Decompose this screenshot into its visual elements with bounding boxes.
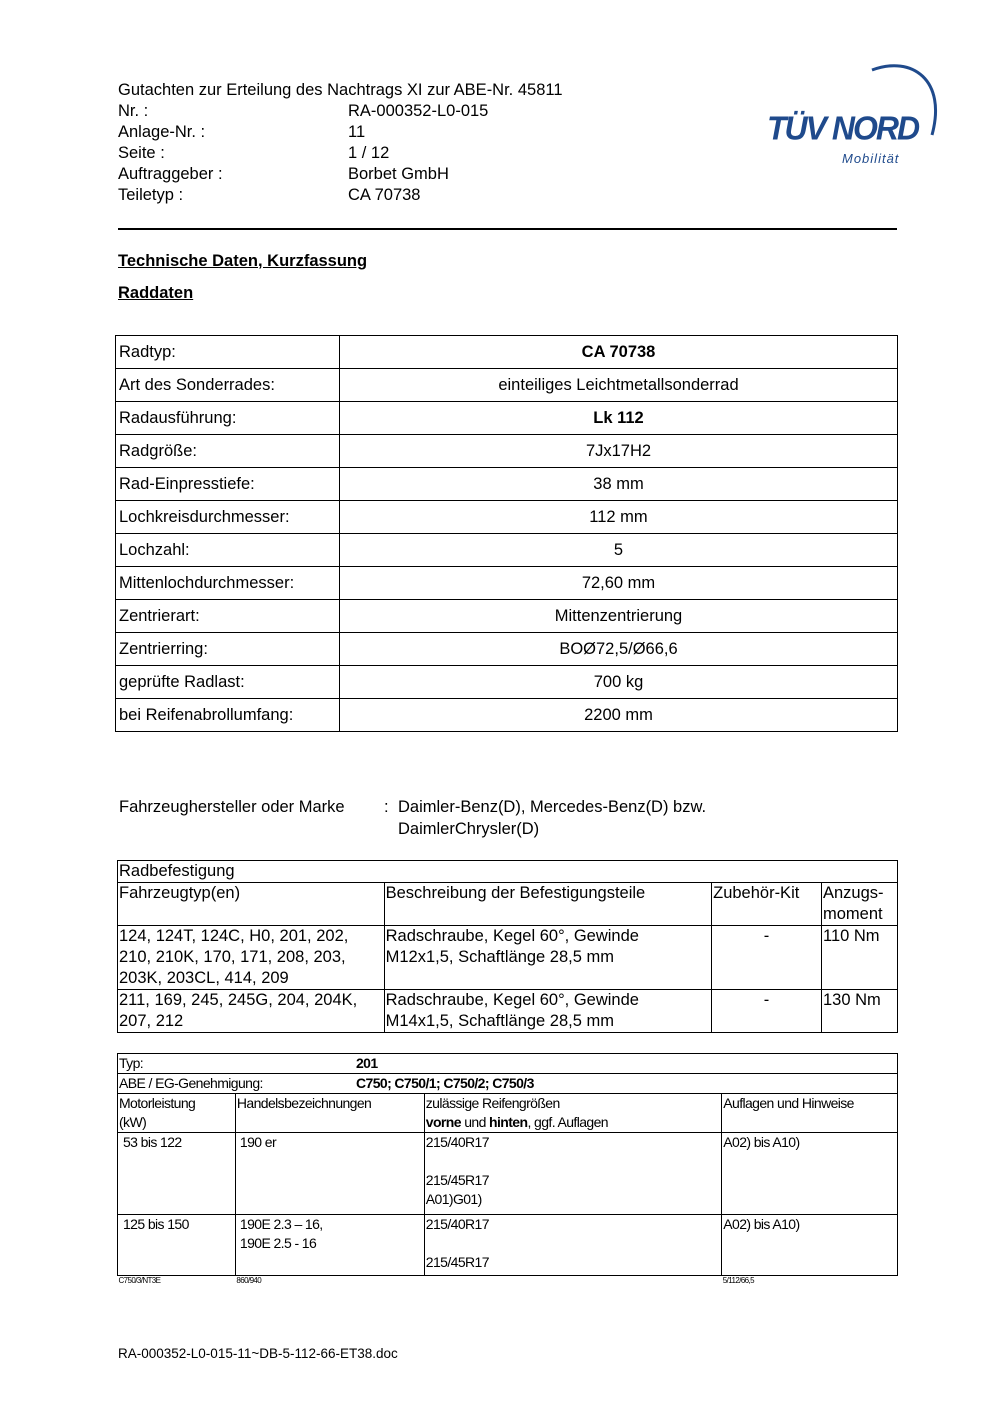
- table-title: Radbefestigung: [118, 861, 898, 883]
- row-label: Radausführung:: [116, 402, 340, 435]
- column-header: Fahrzeugtyp(en): [118, 883, 385, 926]
- abe-cell: [118, 1074, 898, 1094]
- row-value: Lk 112: [340, 402, 898, 435]
- column-header: Zubehör-Kit: [712, 883, 822, 926]
- torque: 130 Nm: [822, 990, 898, 1033]
- document-title: Gutachten zur Erteilung des Nachtrags XI zur ABE-Nr. 45811: [118, 81, 563, 99]
- row-label: Rad-Einpresstiefe:: [116, 468, 340, 501]
- typ-footer-row: [118, 1276, 898, 1289]
- row-label: Zentrierart:: [116, 600, 340, 633]
- row-value: 72,60 mm: [340, 567, 898, 600]
- subsection-title: Raddaten: [118, 284, 194, 302]
- typ-label: Typ:: [119, 1055, 144, 1071]
- typ-footer-weight: 860/940: [236, 1276, 262, 1285]
- row-label: Lochzahl:: [116, 534, 340, 567]
- row-value: 112 mm: [340, 501, 898, 534]
- row-value: CA 70738: [340, 336, 898, 369]
- reifen-header-line2: [426, 1113, 720, 1132]
- typ-value: 201: [356, 1055, 378, 1071]
- header-value: CA 70738: [348, 186, 421, 204]
- motor-cell: 125 bis 150: [118, 1215, 236, 1276]
- reifen-hinten: hinten: [489, 1114, 528, 1130]
- table-row: [118, 1215, 898, 1276]
- table-row: [118, 926, 898, 990]
- table-row: [116, 633, 898, 666]
- row-label: geprüfte Radlast:: [116, 666, 340, 699]
- logo-wordmark: TÜV NORD: [767, 109, 919, 147]
- header-divider: [118, 228, 897, 230]
- table-row: [116, 534, 898, 567]
- row-value: 7Jx17H2: [340, 435, 898, 468]
- table-row: [116, 699, 898, 732]
- header-value: Borbet GmbH: [348, 165, 449, 183]
- motor-cell: 53 bis 122: [118, 1133, 236, 1215]
- mount-description: Radschraube, Kegel 60°, Gewinde M12x1,5, Schaftlänge 28,5 mm: [384, 926, 711, 990]
- column-header-auflagen: Auflagen und Hinweise: [722, 1094, 898, 1133]
- reifen-header-line1: zulässige Reifengrößen: [425, 1095, 560, 1111]
- auflagen-cell: A02) bis A10): [722, 1215, 898, 1276]
- column-header-handel: Handelsbezeichnungen: [235, 1094, 424, 1133]
- auflagen-cell: A02) bis A10): [722, 1133, 898, 1215]
- reifen-cell: 215/40R17 215/45R17: [424, 1215, 721, 1276]
- table-row: [116, 666, 898, 699]
- typ-footer-code: C750/3/NT3E: [118, 1276, 161, 1285]
- column-header: Anzugs- moment: [822, 883, 898, 926]
- handel-cell: 190 er: [235, 1133, 424, 1215]
- logo-subtitle: Mobilität: [842, 151, 900, 166]
- header-label: Teiletyp :: [118, 186, 184, 204]
- accessory-kit: -: [712, 990, 822, 1033]
- table-row: [116, 501, 898, 534]
- manufacturer-line2: DaimlerChrysler(D): [398, 820, 540, 838]
- table-row: [116, 369, 898, 402]
- typ-row: [118, 1054, 898, 1074]
- header-label: Anlage-Nr. :: [118, 123, 206, 141]
- header-row-seite: [118, 143, 563, 164]
- header-row-teiletyp: [118, 185, 563, 206]
- column-header-motor: Motorleistung (kW): [118, 1094, 236, 1133]
- abe-value: C750; C750/1; C750/2; C750/3: [356, 1075, 534, 1091]
- reifen-und: und: [460, 1114, 490, 1130]
- row-value: Mittenzentrierung: [340, 600, 898, 633]
- table-row: [116, 402, 898, 435]
- typ-cell: [118, 1054, 898, 1074]
- reifen-vorne: vorne: [425, 1114, 461, 1130]
- header-row-anlage: [118, 122, 563, 143]
- row-value: BOØ72,5/Ø66,6: [340, 633, 898, 666]
- section-title: Technische Daten, Kurzfassung: [118, 252, 368, 270]
- vehicle-types: 211, 169, 245, 245G, 204, 204K, 207, 212: [118, 990, 385, 1033]
- table-row: [116, 336, 898, 369]
- column-header-reifen: [424, 1094, 721, 1133]
- accessory-kit: -: [712, 926, 822, 990]
- document-header: [118, 80, 563, 206]
- row-label: bei Reifenabrollumfang:: [116, 699, 340, 732]
- typ-table: [117, 1053, 898, 1288]
- footer-filename: RA-000352-L0-015-11~DB-5-112-66-ET38.doc: [118, 1346, 398, 1361]
- header-value: 1 / 12: [348, 144, 390, 162]
- raddaten-table: [115, 335, 898, 732]
- row-label: Radgröße:: [116, 435, 340, 468]
- table-row: [116, 567, 898, 600]
- row-value: 2200 mm: [340, 699, 898, 732]
- typ-footer-bolt: 5/112/66,5: [722, 1276, 754, 1285]
- tuev-nord-logo: [762, 60, 942, 170]
- header-value: RA-000352-L0-015: [348, 102, 489, 120]
- row-label: Mittenlochdurchmesser:: [116, 567, 340, 600]
- manufacturer-line1: Daimler-Benz(D), Mercedes-Benz(D) bzw.: [398, 798, 707, 816]
- vehicle-types: 124, 124T, 124C, H0, 201, 202, 210, 210K, 170, 171, 208, 203, 203K, 203CL, 414, 209: [118, 926, 385, 990]
- table-header-row: [118, 1094, 898, 1133]
- table-row: [116, 600, 898, 633]
- abe-label: ABE / EG-Genehmigung:: [119, 1075, 263, 1091]
- row-label: Lochkreisdurchmesser:: [116, 501, 340, 534]
- table-row: [118, 1133, 898, 1215]
- manufacturer-label: Fahrzeughersteller oder Marke: [119, 798, 345, 816]
- reifen-rest: , ggf. Auflagen: [527, 1114, 608, 1130]
- abe-row: [118, 1074, 898, 1094]
- manufacturer-block: [119, 796, 706, 840]
- torque: 110 Nm: [822, 926, 898, 990]
- reifen-cell: 215/40R17 215/45R17 A01)G01): [424, 1133, 721, 1215]
- table-title-row: [118, 861, 898, 883]
- row-value: einteiliges Leichtmetallsonderrad: [340, 369, 898, 402]
- row-label: Zentrierring:: [116, 633, 340, 666]
- row-label: Radtyp:: [116, 336, 340, 369]
- header-row-nr: [118, 101, 563, 122]
- header-value: 11: [348, 123, 366, 141]
- row-label: Art des Sonderrades:: [116, 369, 340, 402]
- header-label: Seite :: [118, 144, 165, 162]
- table-header-row: [118, 883, 898, 926]
- row-value: 5: [340, 534, 898, 567]
- handel-cell: 190E 2.3 – 16, 190E 2.5 - 16: [235, 1215, 424, 1276]
- table-row: [116, 468, 898, 501]
- table-row: [118, 990, 898, 1033]
- manufacturer-colon: :: [384, 798, 389, 816]
- header-label: Nr. :: [118, 102, 149, 120]
- row-value: 700 kg: [340, 666, 898, 699]
- table-row: [116, 435, 898, 468]
- radbefestigung-table: [117, 860, 898, 1033]
- header-label: Auftraggeber :: [118, 165, 223, 183]
- mount-description: Radschraube, Kegel 60°, Gewinde M14x1,5, Schaftlänge 28,5 mm: [384, 990, 711, 1033]
- column-header: Beschreibung der Befestigungsteile: [384, 883, 711, 926]
- row-value: 38 mm: [340, 468, 898, 501]
- manufacturer-value: [398, 796, 706, 840]
- header-row-auftraggeber: [118, 164, 563, 185]
